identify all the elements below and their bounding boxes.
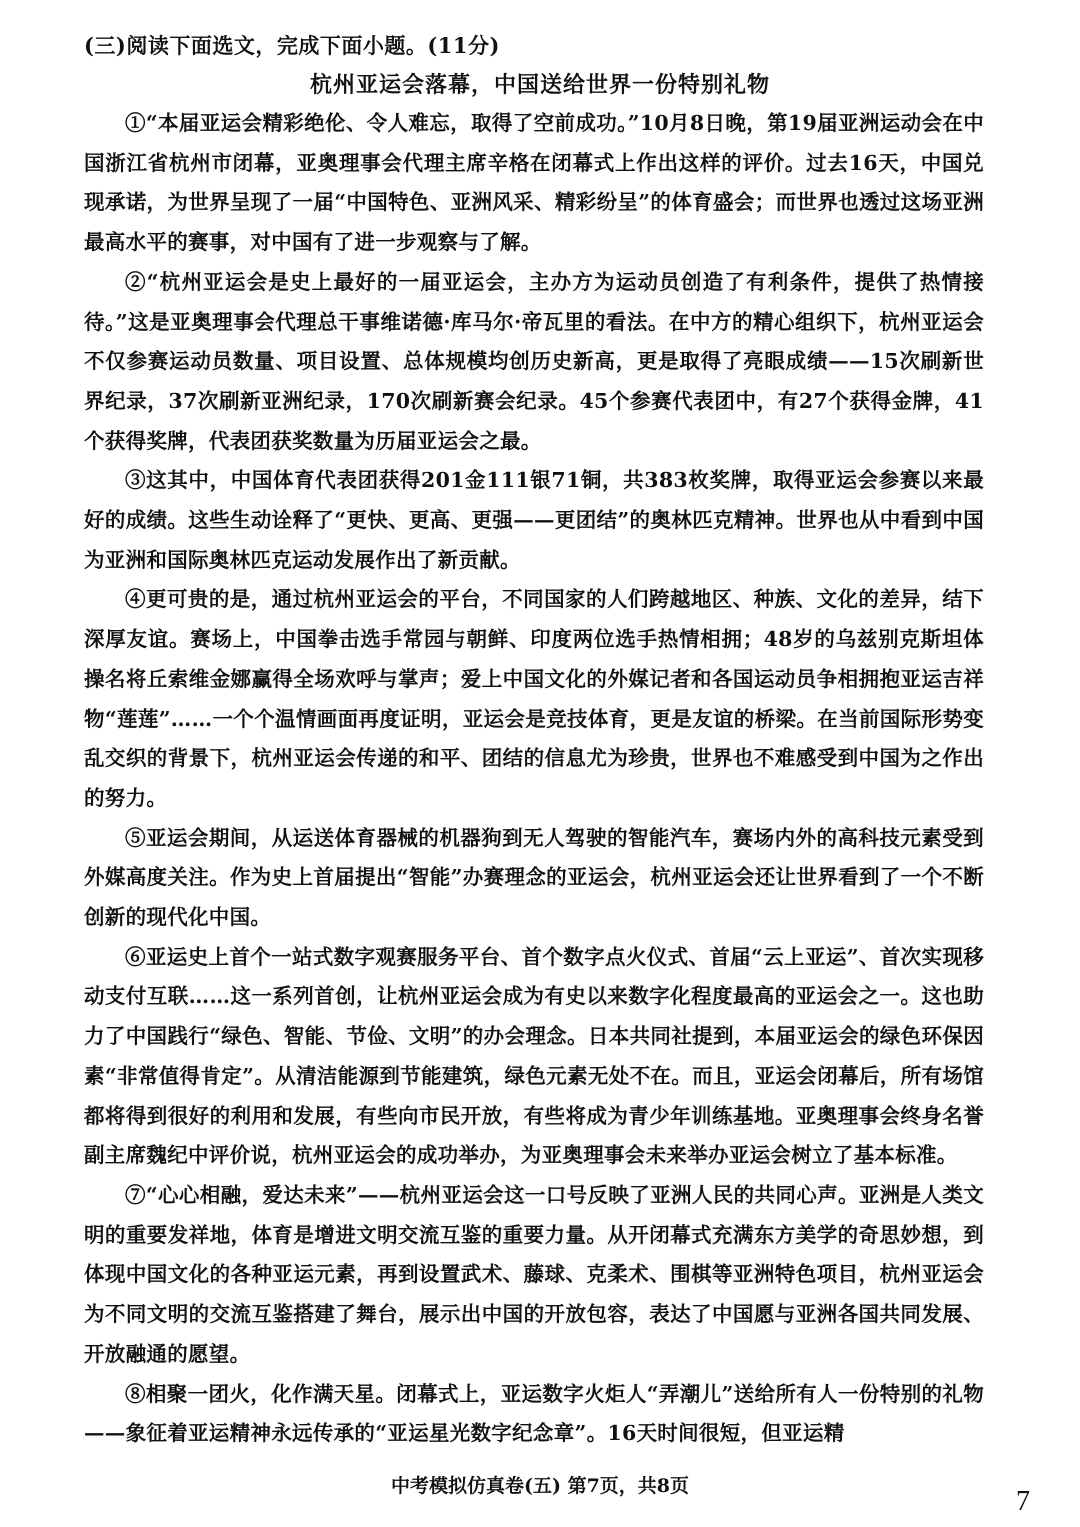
paragraph-4: ④更可贵的是，通过杭州亚运会的平台，不同国家的人们跨越地区、种族、文化的差异，结下深厚友谊。赛场上，中国拳击选手常园与朝鲜、印度两位选手热情相拥；48岁的乌兹别克斯坦体操名将丘索维金娜赢得全场欢呼与掌声；爱上中国文化的外媒记者和各国运动员争相拥抱亚运吉祥物“莲莲”……一个个温情画面再度证明，亚运会是竞技体育，更是友谊的桥梁。在当前国际形势变乱交织的背景下，杭州亚运会传递的和平、团结的信息尤为珍贵，世界也不难感受到中国为之作出的努力。	[84, 587, 984, 810]
section-title: (三)阅读下面选文，完成下面小题。(11分)	[84, 33, 500, 58]
paragraph-8: ⑧相聚一团火，化作满天星。闭幕式上，亚运数字火炬人“弄潮儿”送给所有人一份特别的礼物——象征着亚运精神永远传承的“亚运星光数字纪念章”。16天时间很短，但亚运精	[84, 1381, 984, 1446]
paragraph-5: ⑤亚运会期间，从运送体育器械的机器狗到无人驾驶的智能汽车，赛场内外的高科技元素受到外媒高度关注。作为史上首届提出“智能”办赛理念的亚运会，杭州亚运会还让世界看到了一个不断创新的现代化中国。	[84, 825, 984, 930]
paragraph-1: ①“本届亚运会精彩绝伦、令人难忘，取得了空前成功。”10月8日晚，第19届亚洲运动会在中国浙江省杭州市闭幕，亚奥理事会代理主席辛格在闭幕式上作出这样的评价。过去16天，中国兑现承诺，为世界呈现了一届“中国特色、亚洲风采、精彩纷呈”的体育盛会；而世界也透过这场亚洲最高水平的赛事，对中国有了进一步观察与了解。	[84, 111, 984, 255]
page-footer: 中考模拟仿真卷(五) 第7页，共8页	[390, 1475, 690, 1497]
article-title: 杭州亚运会落幕，中国送给世界一份特别礼物	[309, 72, 770, 98]
paragraph-2: ②“杭州亚运会是史上最好的一届亚运会，主办方为运动员创造了有利条件，提供了热情接待。”这是亚奥理事会代理总干事维诺德·库马尔·帝瓦里的看法。在中方的精心组织下，杭州亚运会不仅参赛运动员数量、项目设置、总体规模均创历史新高，更是取得了亮眼成绩——15次刷新世界纪录，37次刷新亚洲纪录，170次刷新赛会纪录。45个参赛代表团中，有27个获得金牌，41个获得奖牌，代表团获奖数量为历届亚运会之最。	[84, 269, 984, 453]
paragraph-3: ③这其中，中国体育代表团获得201金111银71铜，共383枚奖牌，取得亚运会参赛以来最好的成绩。这些生动诠释了“更快、更高、更强——更团结”的奥林匹克精神。世界也从中看到中国为亚洲和国际奥林匹克运动发展作出了新贡献。	[84, 468, 984, 572]
page-number: 7	[1016, 1486, 1030, 1517]
paragraph-6: ⑥亚运史上首个一站式数字观赛服务平台、首个数字点火仪式、首届“云上亚运”、首次实现移动支付互联……这一系列首创，让杭州亚运会成为有史以来数字化程度最高的亚运会之一。这也助力了中国践行“绿色、智能、节俭、文明”的办会理念。日本共同社提到，本届亚运会的绿色环保因素“非常值得肯定”。从清洁能源到节能建筑，绿色元素无处不在。而且，亚运会闭幕后，所有场馆都将得到很好的利用和发展，有些向市民开放，有些将成为青少年训练基地。亚奥理事会终身名誉副主席魏纪中评价说，杭州亚运会的成功举办，为亚奥理事会未来举办亚运会树立了基本标准。	[84, 944, 984, 1168]
article-body	[84, 104, 984, 1454]
paragraph-7: ⑦“心心相融，爱达未来”——杭州亚运会这一口号反映了亚洲人民的共同心声。亚洲是人类文明的重要发祥地，体育是增进文明交流互鉴的重要力量。从开闭幕式充满东方美学的奇思妙想，到体现中国文化的各种亚运元素，再到设置武术、藤球、克柔术、围棋等亚洲特色项目，杭州亚运会为不同文明的交流互鉴搭建了舞台，展示出中国的开放包容，表达了中国愿与亚洲各国共同发展、开放融通的愿望。	[84, 1182, 984, 1366]
